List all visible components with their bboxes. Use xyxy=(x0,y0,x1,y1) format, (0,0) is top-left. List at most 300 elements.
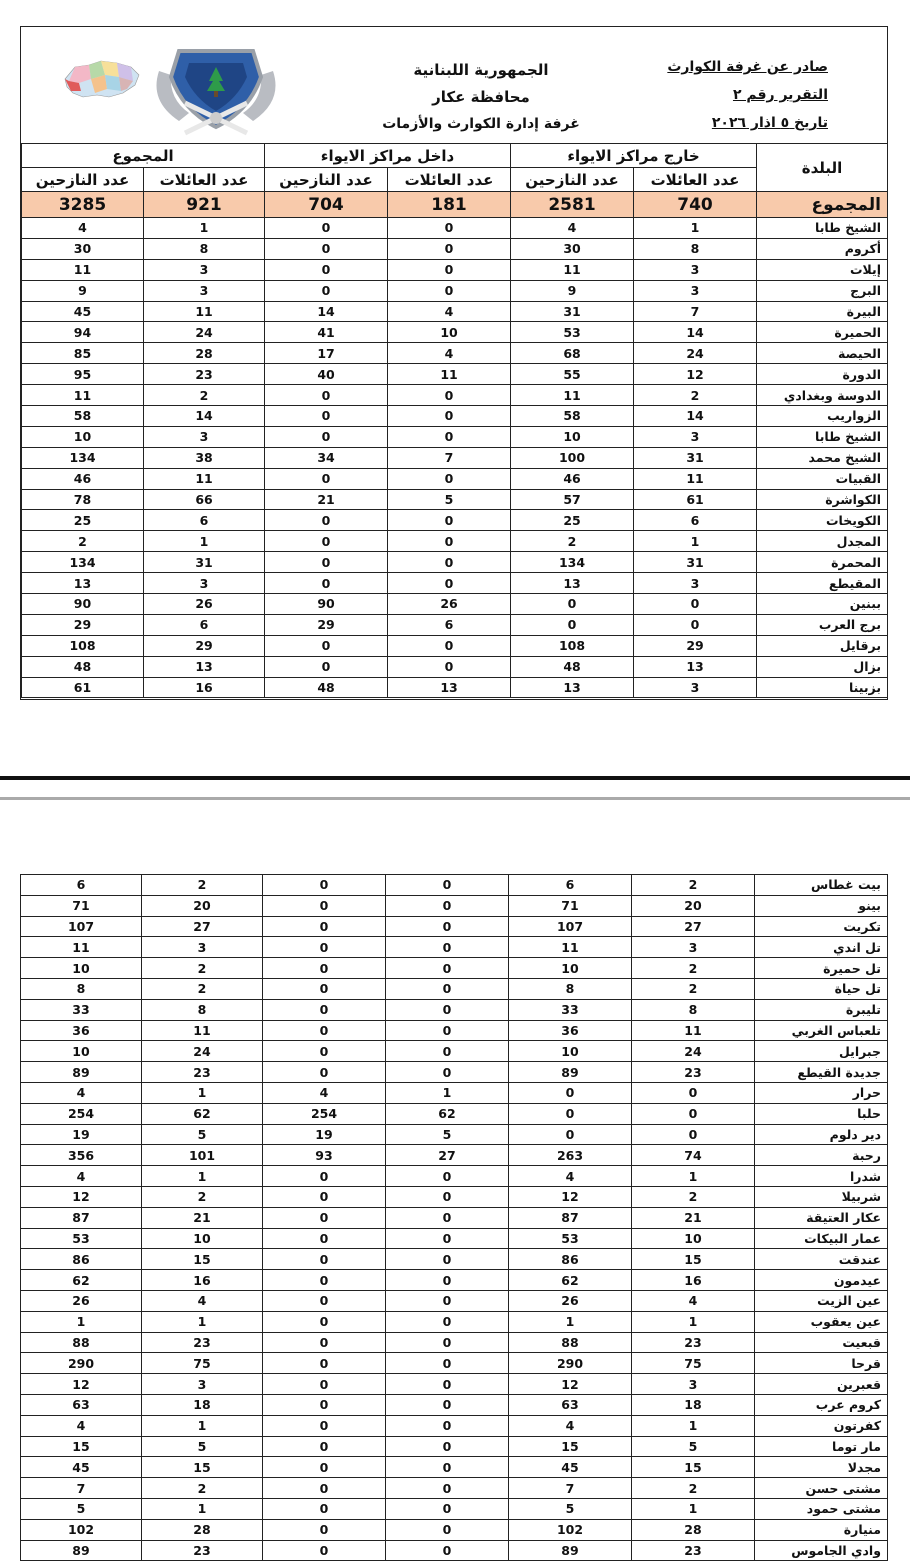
table-row xyxy=(21,1166,888,1187)
inside-displaced: 0 xyxy=(265,406,388,427)
total-families: 11 xyxy=(142,1020,263,1041)
inside-displaced: 4 xyxy=(263,1082,386,1103)
town-name: وادي الجاموس xyxy=(755,1540,888,1561)
issuer-block xyxy=(361,57,601,137)
outside-shelters-header: خارج مراكز الايواء xyxy=(511,144,757,168)
inside-families: 11 xyxy=(388,364,511,385)
inside-families: 0 xyxy=(386,1332,509,1353)
outside-displaced: 11 xyxy=(511,259,634,280)
total-displaced: 63 xyxy=(21,1394,142,1415)
outside-families: 4 xyxy=(632,1290,755,1311)
total-displaced: 86 xyxy=(21,1249,142,1270)
table-row xyxy=(22,280,888,301)
total-families: 13 xyxy=(144,656,265,677)
inside-families: 0 xyxy=(386,916,509,937)
total-families: 28 xyxy=(144,343,265,364)
outside-displaced: 68 xyxy=(511,343,634,364)
total-displaced: 11 xyxy=(22,385,144,406)
inside-displaced: 0 xyxy=(263,1207,386,1228)
outside-families: 0 xyxy=(632,1124,755,1145)
outside-families: 1 xyxy=(634,531,757,552)
table-row xyxy=(21,1145,888,1166)
inside-displaced: 0 xyxy=(263,895,386,916)
town-name: تل حياة xyxy=(755,978,888,999)
displaced-header: عدد النازحين xyxy=(22,168,144,192)
total-families: 38 xyxy=(144,447,265,468)
outside-families: 13 xyxy=(634,656,757,677)
total-displaced: 8 xyxy=(21,978,142,999)
outside-displaced: 88 xyxy=(509,1332,632,1353)
inside-displaced: 0 xyxy=(263,1020,386,1041)
outside-displaced: 57 xyxy=(511,489,634,510)
outside-families: 21 xyxy=(632,1207,755,1228)
families-header: عدد العائلات xyxy=(634,168,757,192)
inside-displaced: 0 xyxy=(263,1249,386,1270)
outside-families: 3 xyxy=(634,573,757,594)
outside-displaced: 4 xyxy=(511,218,634,239)
outside-families: 12 xyxy=(634,364,757,385)
town-name: أكروم xyxy=(757,238,888,259)
table-row xyxy=(21,916,888,937)
outside-families: 1 xyxy=(632,1166,755,1187)
total-displaced: 10 xyxy=(22,426,144,447)
table-row xyxy=(21,1290,888,1311)
inside-families: 0 xyxy=(386,1311,509,1332)
table-row xyxy=(22,594,888,615)
outside-displaced: 46 xyxy=(511,468,634,489)
outside-displaced: 89 xyxy=(509,1540,632,1561)
total-displaced: 53 xyxy=(21,1228,142,1249)
outside-families: 8 xyxy=(634,238,757,259)
outside-families: 27 xyxy=(632,916,755,937)
total-displaced: 7 xyxy=(21,1478,142,1499)
total-families: 3 xyxy=(142,1374,263,1395)
outside-families: 10 xyxy=(632,1228,755,1249)
total-displaced: 19 xyxy=(21,1124,142,1145)
inside-families: 13 xyxy=(388,677,511,698)
total-displaced: 4 xyxy=(21,1415,142,1436)
table-row xyxy=(21,1249,888,1270)
inside-displaced: 0 xyxy=(263,978,386,999)
total-families: 11 xyxy=(144,468,265,489)
totals-row xyxy=(22,192,888,218)
outside-families: 1 xyxy=(632,1311,755,1332)
total-displaced: 33 xyxy=(21,999,142,1020)
inside-displaced: 0 xyxy=(263,1041,386,1062)
outside-families: 18 xyxy=(632,1394,755,1415)
total-families: 1 xyxy=(142,1311,263,1332)
total-displaced: 356 xyxy=(21,1145,142,1166)
total-families: 31 xyxy=(144,552,265,573)
inside-families: 0 xyxy=(386,1228,509,1249)
town-name: الكواشرة xyxy=(757,489,888,510)
town-name: شدرا xyxy=(755,1166,888,1187)
outside-displaced: 15 xyxy=(509,1436,632,1457)
table-row xyxy=(22,468,888,489)
table-row xyxy=(21,1394,888,1415)
total-displaced: 11 xyxy=(21,937,142,958)
total-displaced: 12 xyxy=(21,1374,142,1395)
outside-displaced: 30 xyxy=(511,238,634,259)
total-families: 16 xyxy=(144,677,265,698)
inside-families: 0 xyxy=(388,656,511,677)
inside-displaced: 93 xyxy=(263,1145,386,1166)
inside-families: 0 xyxy=(388,635,511,656)
table-row xyxy=(21,875,888,896)
inside-displaced: 0 xyxy=(263,1270,386,1291)
town-name: المحمرة xyxy=(757,552,888,573)
inside-displaced: 0 xyxy=(263,1436,386,1457)
total-displaced: 290 xyxy=(21,1353,142,1374)
outside-displaced: 263 xyxy=(509,1145,632,1166)
town-name: تكريت xyxy=(755,916,888,937)
inside-families: 0 xyxy=(386,1207,509,1228)
total-families: 2 xyxy=(144,385,265,406)
inside-displaced: 0 xyxy=(263,1228,386,1249)
town-name: عمار البيكات xyxy=(755,1228,888,1249)
inside-displaced: 254 xyxy=(263,1103,386,1124)
outside-displaced: 290 xyxy=(509,1353,632,1374)
outside-families: 14 xyxy=(634,322,757,343)
outside-displaced: 86 xyxy=(509,1249,632,1270)
total-displaced: 1 xyxy=(21,1311,142,1332)
outside-families: 15 xyxy=(632,1457,755,1478)
inside-families: 7 xyxy=(388,447,511,468)
table-row xyxy=(22,218,888,239)
total-families: 3 xyxy=(144,426,265,447)
table-row xyxy=(22,259,888,280)
inside-families: 27 xyxy=(386,1145,509,1166)
inside-families: 0 xyxy=(386,1436,509,1457)
table-row xyxy=(21,1124,888,1145)
inside-displaced: 0 xyxy=(263,1498,386,1519)
town-name: الحميرة xyxy=(757,322,888,343)
total-displaced: 71 xyxy=(21,895,142,916)
outside-families: 31 xyxy=(634,552,757,573)
table-row xyxy=(21,1353,888,1374)
report-header xyxy=(21,27,886,143)
table-row xyxy=(21,1540,888,1561)
town-name: ببنين xyxy=(757,594,888,615)
displaced-header: عدد النازحين xyxy=(265,168,388,192)
inside-displaced: 0 xyxy=(263,999,386,1020)
inside-displaced: 34 xyxy=(265,447,388,468)
total-displaced: 254 xyxy=(21,1103,142,1124)
outside-families: 3 xyxy=(634,280,757,301)
total-families: 3 xyxy=(142,937,263,958)
outside-families: 11 xyxy=(632,1020,755,1041)
inside-families: 0 xyxy=(388,468,511,489)
total-families: 2 xyxy=(142,1186,263,1207)
total-displaced: 95 xyxy=(22,364,144,385)
town-name: الكويخات xyxy=(757,510,888,531)
table-row xyxy=(21,937,888,958)
town-name: المقيطع xyxy=(757,573,888,594)
inside-families: 0 xyxy=(386,1519,509,1540)
town-name: القبيات xyxy=(757,468,888,489)
outside-families: 2 xyxy=(632,1186,755,1207)
town-name: برج العرب xyxy=(757,614,888,635)
inside-families: 0 xyxy=(386,1062,509,1083)
outside-displaced: 31 xyxy=(511,301,634,322)
inside-displaced: 19 xyxy=(263,1124,386,1145)
total-families: 24 xyxy=(144,322,265,343)
outside-displaced: 10 xyxy=(509,1041,632,1062)
total-families: 75 xyxy=(142,1353,263,1374)
town-name: الحيصة xyxy=(757,343,888,364)
inside-families: 1 xyxy=(386,1082,509,1103)
governorate-title: محافظة عكار xyxy=(432,88,530,106)
outside-displaced: 45 xyxy=(509,1457,632,1478)
inside-families: 10 xyxy=(388,322,511,343)
outside-families: 2 xyxy=(632,978,755,999)
town-name: عين الزيت xyxy=(755,1290,888,1311)
table-row xyxy=(21,1311,888,1332)
table-row xyxy=(21,1436,888,1457)
town-name: عندقت xyxy=(755,1249,888,1270)
town-name: جديدة القيطع xyxy=(755,1062,888,1083)
total-families: 15 xyxy=(142,1249,263,1270)
outside-displaced: 62 xyxy=(509,1270,632,1291)
inside-families: 0 xyxy=(388,426,511,447)
town-name: الشيخ طابا xyxy=(757,218,888,239)
outside-displaced: 107 xyxy=(509,916,632,937)
total-displaced: 26 xyxy=(21,1290,142,1311)
table-row xyxy=(21,1457,888,1478)
town-name: الشيخ طابا xyxy=(757,426,888,447)
outside-displaced: 102 xyxy=(509,1519,632,1540)
inside-families: 0 xyxy=(386,1540,509,1561)
total-families: 15 xyxy=(142,1457,263,1478)
inside-displaced: 14 xyxy=(265,301,388,322)
inside-displaced: 29 xyxy=(265,614,388,635)
outside-displaced: 71 xyxy=(509,895,632,916)
town-name: قبعيت xyxy=(755,1332,888,1353)
inside-displaced: 0 xyxy=(263,1166,386,1187)
outside-displaced: 100 xyxy=(511,447,634,468)
town-name: الدورة xyxy=(757,364,888,385)
inside-displaced: 0 xyxy=(263,1457,386,1478)
total-families: 14 xyxy=(144,406,265,427)
total-displaced: 61 xyxy=(22,677,144,698)
table-row xyxy=(21,958,888,979)
town-name: البرج xyxy=(757,280,888,301)
grand-total-displaced: 3285 xyxy=(22,192,144,218)
town-name: تل حميرة xyxy=(755,958,888,979)
table-row xyxy=(21,1186,888,1207)
total-displaced: 12 xyxy=(21,1186,142,1207)
outside-displaced: 13 xyxy=(511,573,634,594)
table-row xyxy=(22,343,888,364)
table-row xyxy=(22,301,888,322)
inside-families: 0 xyxy=(386,1020,509,1041)
total-displaced: 9 xyxy=(22,280,144,301)
outside-families: 3 xyxy=(632,1374,755,1395)
total-displaced: 11 xyxy=(22,259,144,280)
outside-families: 0 xyxy=(632,1103,755,1124)
outside-families: 1 xyxy=(632,1415,755,1436)
total-families: 66 xyxy=(144,489,265,510)
displacement-table-2 xyxy=(20,874,888,1561)
total-families: 23 xyxy=(142,1062,263,1083)
table-row xyxy=(21,895,888,916)
town-name: قعبرين xyxy=(755,1374,888,1395)
inside-displaced: 0 xyxy=(265,531,388,552)
table-row xyxy=(22,489,888,510)
outside-displaced: 4 xyxy=(509,1415,632,1436)
total-displaced: 25 xyxy=(22,510,144,531)
table-row xyxy=(22,364,888,385)
total-families: 24 xyxy=(142,1041,263,1062)
outside-families: 29 xyxy=(634,635,757,656)
town-name: بزال xyxy=(757,656,888,677)
town-name: المجدل xyxy=(757,531,888,552)
total-families: 2 xyxy=(142,1478,263,1499)
total-displaced: 30 xyxy=(22,238,144,259)
outside-families: 3 xyxy=(634,677,757,698)
outside-displaced: 10 xyxy=(509,958,632,979)
inside-displaced: 0 xyxy=(263,958,386,979)
inside-displaced: 0 xyxy=(265,385,388,406)
inside-displaced: 0 xyxy=(263,1332,386,1353)
report-meta xyxy=(667,53,828,137)
inside-families: 0 xyxy=(386,1353,509,1374)
total-displaced: 36 xyxy=(21,1020,142,1041)
outside-families: 23 xyxy=(632,1540,755,1561)
total-families: 1 xyxy=(142,1415,263,1436)
outside-families: 0 xyxy=(632,1082,755,1103)
inside-displaced: 90 xyxy=(265,594,388,615)
total-families: 16 xyxy=(142,1270,263,1291)
total-displaced: 85 xyxy=(22,343,144,364)
table-row xyxy=(22,406,888,427)
inside-displaced: 0 xyxy=(265,238,388,259)
table-row xyxy=(21,1519,888,1540)
outside-families: 24 xyxy=(632,1041,755,1062)
outside-displaced: 134 xyxy=(511,552,634,573)
town-name: قرحا xyxy=(755,1353,888,1374)
outside-displaced: 9 xyxy=(511,280,634,301)
total-families: 4 xyxy=(142,1290,263,1311)
table-row xyxy=(21,978,888,999)
outside-displaced: 87 xyxy=(509,1207,632,1228)
civil-defense-emblem xyxy=(149,41,283,145)
inside-families: 0 xyxy=(386,958,509,979)
total-families: 1 xyxy=(144,531,265,552)
page-divider xyxy=(0,776,910,780)
families-header: عدد العائلات xyxy=(144,168,265,192)
town-name: الشيخ محمد xyxy=(757,447,888,468)
outside-displaced: 58 xyxy=(511,406,634,427)
inside-families: 0 xyxy=(388,218,511,239)
report-number: التقرير رقم ٢ xyxy=(732,87,828,103)
inside-displaced: 41 xyxy=(265,322,388,343)
total-displaced: 46 xyxy=(22,468,144,489)
displaced-header: عدد النازحين xyxy=(511,168,634,192)
town-name: جبرايل xyxy=(755,1041,888,1062)
total-families: 2 xyxy=(142,978,263,999)
inside-families: 62 xyxy=(386,1103,509,1124)
outside-displaced: 12 xyxy=(509,1186,632,1207)
outside-displaced: 33 xyxy=(509,999,632,1020)
table-row xyxy=(22,510,888,531)
town-name: برقايل xyxy=(757,635,888,656)
republic-title: الجمهورية اللبنانية xyxy=(413,61,549,79)
total-families: 6 xyxy=(144,614,265,635)
town-name: الدوسة وبغدادي xyxy=(757,385,888,406)
table-row xyxy=(22,426,888,447)
inside-families: 5 xyxy=(388,489,511,510)
total-displaced: 88 xyxy=(21,1332,142,1353)
town-name: مجدلا xyxy=(755,1457,888,1478)
table-row xyxy=(22,238,888,259)
total-displaced: 4 xyxy=(21,1082,142,1103)
table-row xyxy=(21,1062,888,1083)
inside-displaced: 0 xyxy=(265,573,388,594)
totals-label: المجموع xyxy=(757,192,888,218)
table-row xyxy=(21,1332,888,1353)
total-families: 29 xyxy=(144,635,265,656)
town-name: حرار xyxy=(755,1082,888,1103)
total-displaced: 107 xyxy=(21,916,142,937)
total-families: 20 xyxy=(142,895,263,916)
total-displaced: 4 xyxy=(22,218,144,239)
town-name: بزبينا xyxy=(757,677,888,698)
inside-displaced: 0 xyxy=(263,1353,386,1374)
town-name: مشتى حمود xyxy=(755,1498,888,1519)
inside-displaced: 0 xyxy=(265,218,388,239)
table-row xyxy=(22,385,888,406)
inside-families: 0 xyxy=(388,573,511,594)
table-row xyxy=(21,1207,888,1228)
outside-displaced: 26 xyxy=(509,1290,632,1311)
table-row xyxy=(21,1103,888,1124)
outside-displaced: 6 xyxy=(509,875,632,896)
inside-families: 0 xyxy=(388,552,511,573)
total-families: 10 xyxy=(142,1228,263,1249)
inside-families: 0 xyxy=(386,1041,509,1062)
total-families: 28 xyxy=(142,1519,263,1540)
town-name: الزواريب xyxy=(757,406,888,427)
inside-displaced: 0 xyxy=(263,1415,386,1436)
inside-families: 0 xyxy=(388,238,511,259)
inside-displaced: 0 xyxy=(265,510,388,531)
table-row xyxy=(21,1478,888,1499)
total-families: 8 xyxy=(142,999,263,1020)
outside-families: 20 xyxy=(632,895,755,916)
total-families: 11 xyxy=(144,301,265,322)
table-row xyxy=(22,447,888,468)
inside-families: 0 xyxy=(386,1498,509,1519)
town-name: تليبرة xyxy=(755,999,888,1020)
inside-displaced: 0 xyxy=(263,1540,386,1561)
total-displaced: 102 xyxy=(21,1519,142,1540)
town-name: كروم عرب xyxy=(755,1394,888,1415)
inside-families: 0 xyxy=(386,1186,509,1207)
outside-displaced: 11 xyxy=(509,937,632,958)
table-row xyxy=(21,1270,888,1291)
outside-displaced: 53 xyxy=(511,322,634,343)
inside-families: 0 xyxy=(388,510,511,531)
outside-families: 23 xyxy=(632,1062,755,1083)
inside-displaced: 0 xyxy=(263,1519,386,1540)
table-row xyxy=(21,1041,888,1062)
town-name: تلعباس الغربي xyxy=(755,1020,888,1041)
total-families: 3 xyxy=(144,280,265,301)
total-families: 8 xyxy=(144,238,265,259)
inside-families: 0 xyxy=(386,1394,509,1415)
total-families: 2 xyxy=(142,958,263,979)
